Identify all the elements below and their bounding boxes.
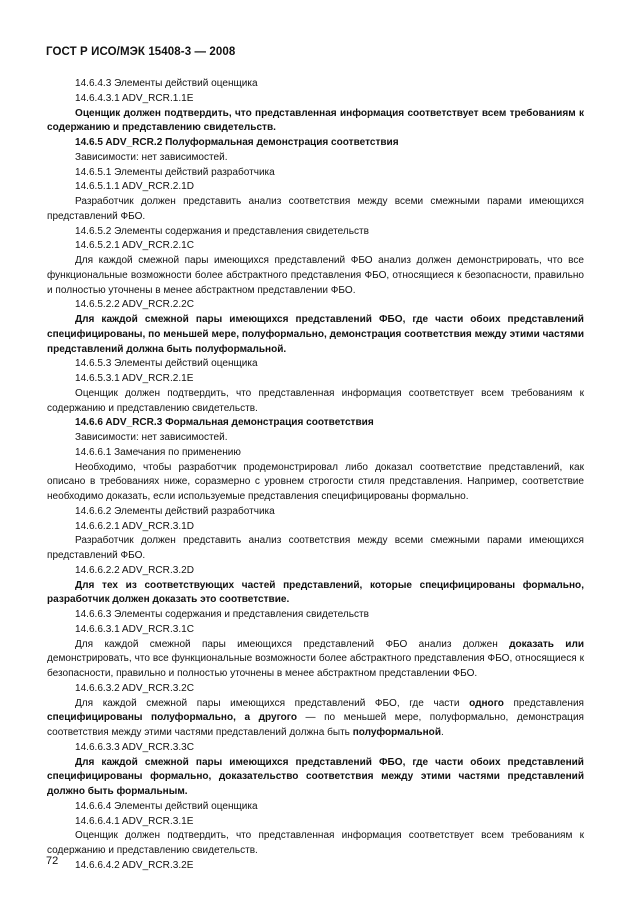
paragraph: 14.6.6.1 Замечания по применению [75,446,241,458]
paragraph: Оценщик должен подтвердить, что представленная информация соответствует всем требованиям к содержанию и представлению свидетельств. [47,107,584,134]
paragraph: 14.6.6.4 Элементы действий оценщика [75,800,258,812]
paragraph: 14.6.6 ADV_RCR.3 Формальная демонстрация соответствия [75,417,374,429]
paragraph-fragment: . [441,727,444,738]
paragraph-fragment: демонстрировать, что все функциональные возможности более абстрактного представления ФБО, относящиеся к безопасности, правильно и полностью уточнены в менее абстрактном представлении ФБО. [47,653,584,679]
paragraph: Для каждой смежной пары имеющихся представлений ФБО, где части обоих представлений специфицированы, по меньшей мере, полуформально, демонстрация соответствия между этими частями представлений должна быть полуформальной. [47,314,584,355]
paragraph: 14.6.5.3 Элементы действий оценщика [75,358,258,370]
paragraph: 14.6.5.2.1 ADV_RCR.2.1C [75,240,194,252]
paragraph: 14.6.5.3.1 ADV_RCR.2.1E [75,373,194,384]
paragraph: 14.6.5 ADV_RCR.2 Полуформальная демонстрация соответствия [75,137,399,148]
paragraph: Для тех из соответствующих частей представлений, которые специфицированы формально, разработчик должен доказать это соответствие. [47,579,584,606]
paragraph: 14.6.6.2.2 ADV_RCR.3.2D [75,564,194,576]
paragraph: 14.6.6.2.1 ADV_RCR.3.1D [75,520,194,532]
paragraph: 14.6.6.4.1 ADV_RCR.3.1E [75,815,194,827]
document-body [47,77,584,874]
paragraph-fragment: специфицированы полуформально, а другого [47,712,297,724]
paragraph: 14.6.6.3 Элементы содержания и представления свидетельств [75,609,369,620]
paragraph: Зависимости: нет зависимостей. [75,432,228,443]
paragraph: Разработчик должен представить анализ соответствия между всеми смежными парами имеющихся представлений ФБО. [47,196,584,222]
paragraph: 14.6.4.3 Элементы действий оценщика [75,78,258,89]
paragraph: Разработчик должен представить анализ соответствия между всеми смежными парами имеющихся представлений ФБО. [47,535,584,561]
document-header: ГОСТ Р ИСО/МЭК 15408-3 — 2008 [46,46,236,58]
paragraph: Необходимо, чтобы разработчик продемонстрировал либо доказал соответствие представлений, как описано в требованиях ниже, соразмерно с уровнем строгости стиля представления. Например, соответствие необходимо доказать, если используемые представления специфицированы формально. [47,461,584,502]
paragraph-fragment: — по меньшей мере, полуформально, демонстрация соответствия между этими частями представлений должна быть [47,712,584,738]
paragraph: 14.6.5.1.1 ADV_RCR.2.1D [75,181,194,193]
page-number: 72 [46,855,59,867]
paragraph: Зависимости: нет зависимостей. [75,151,228,163]
paragraph-fragment: одного [469,697,504,709]
paragraph: 14.6.5.2.2 ADV_RCR.2.2C [75,299,194,311]
paragraph: 14.6.6.3.2 ADV_RCR.3.2C [75,682,194,694]
paragraph: 14.6.5.1 Элементы действий разработчика [75,166,275,178]
paragraph: Для каждой смежной пары имеющихся представлений ФБО, где части обоих представлений специфицированы формально, доказательство соответствия между этими частями представлений должно быть формальным. [47,756,584,797]
paragraph: Оценщик должен подтвердить, что представленная информация соответствует всем требованиям к содержанию и представлению свидетельств. [47,830,584,856]
paragraph: 14.6.6.3.1 ADV_RCR.3.1C [75,623,194,635]
paragraph: 14.6.4.3.1 ADV_RCR.1.1E [75,92,194,104]
paragraph-fragment: полуформальной [352,727,441,738]
paragraph: 14.6.5.2 Элементы содержания и представления свидетельств [75,225,369,237]
paragraph: Оценщик должен подтвердить, что представленная информация соответствует всем требованиям к содержанию и представлению свидетельств. [47,387,584,414]
paragraph-fragment: Для каждой смежной пары имеющихся представлений ФБО, где части [75,697,470,709]
paragraph-fragment: Для каждой смежной пары имеющихся представлений ФБО анализ должен [75,638,510,650]
paragraph: 14.6.6.3.3 ADV_RCR.3.3C [75,741,194,753]
paragraph-fragment: доказать или [509,638,584,650]
paragraph: Для каждой смежной пары имеющихся представлений ФБО анализ должен демонстрировать, что все функциональные возможности более абстрактного представления ФБО, относящиеся к безопасности, правильно и полностью уточнены в менее абстрактном представлении ФБО. [47,255,584,296]
paragraph [47,697,584,741]
paragraph: 14.6.6.2 Элементы действий разработчика [75,505,275,517]
paragraph: 14.6.6.4.2 ADV_RCR.3.2E [75,859,194,871]
paragraph [47,638,584,682]
paragraph-fragment: представления [503,697,584,709]
